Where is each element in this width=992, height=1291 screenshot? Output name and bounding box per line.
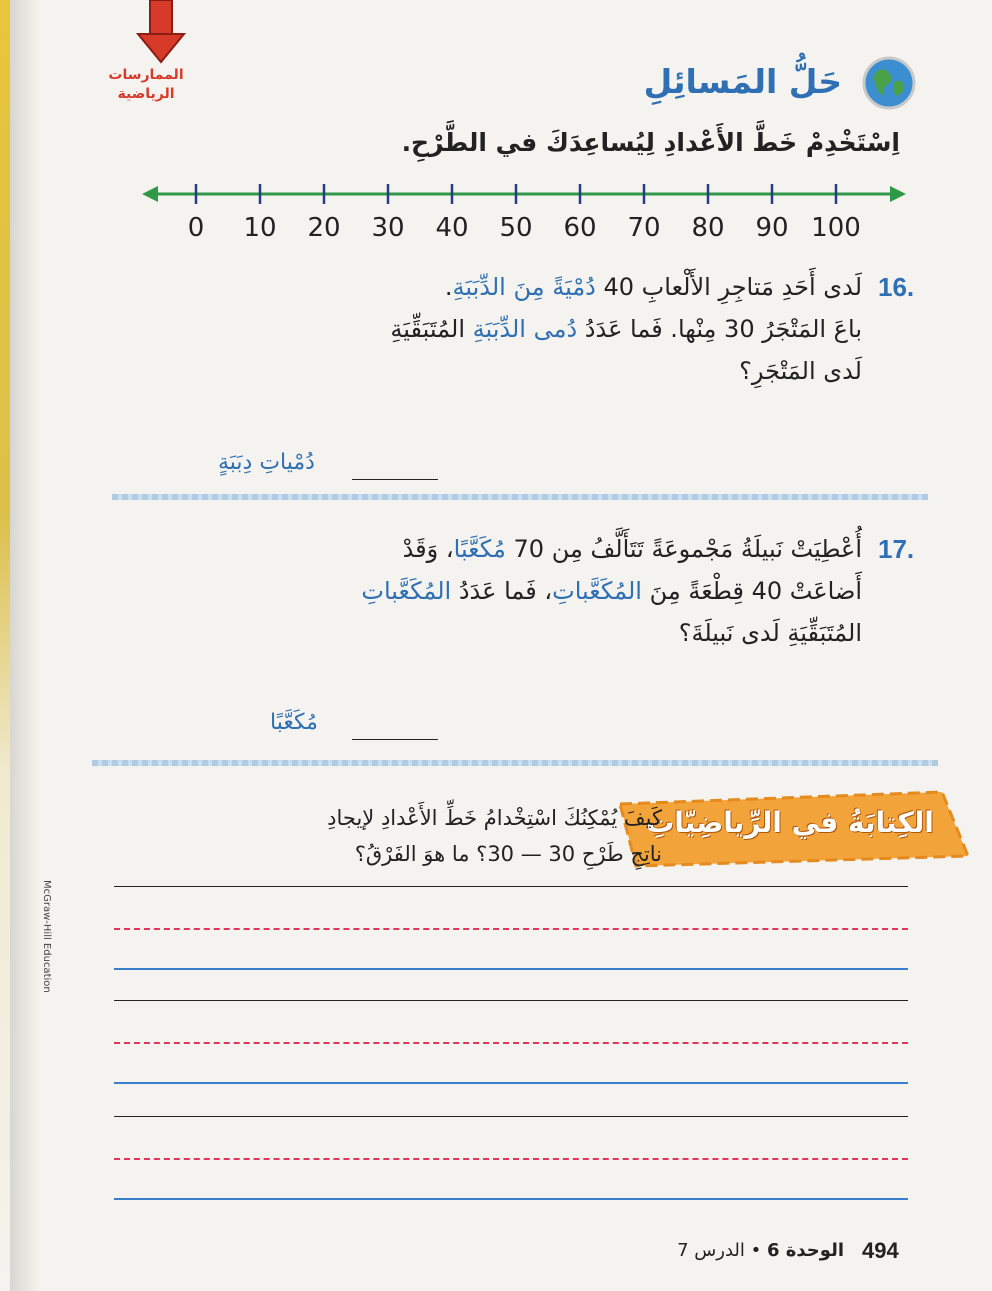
problem-17-line3: المُتَبَقِّيَةِ لَدى نَبيلَةَ؟ [678,619,862,647]
problem-17-line2: أَضاعَتْ 40 قِطْعَةً مِنَ المُكَعَّباتِ، فَما عَدَدُ المُكَعَّباتِ [361,577,862,605]
number-line-label: 70 [627,213,661,243]
writing-question [102,800,662,872]
problem-16-line1: لَدى أَحَدِ مَتاجِرِ الأَلْعابِ 40 دُمْيَةً مِنَ الدِّبَبَةِ. [444,273,862,301]
writing-line-top[interactable] [114,1116,908,1117]
section-divider [112,494,928,500]
problem-17-text [272,528,862,654]
problem-16-answer-blank[interactable] [352,478,438,480]
writing-line-base[interactable] [114,1082,908,1084]
writing-question-line1: كَيفَ يُمْكِنُكَ اسْتِخْدامُ خَطِّ الأَعْدادِ لإيجادِ [327,806,662,830]
number-line-label: 60 [563,213,597,243]
problem-17-answer-unit: مُكَعَّبًا [270,710,318,735]
number-line-label: 40 [435,213,469,243]
math-practices-label [96,66,196,104]
problem-16-answer-unit: دُمْياتِ دِبَبَةٍ [218,450,315,475]
writing-line-top[interactable] [114,1000,908,1001]
problem-16-line3: لَدى المَتْجَرِ؟ [739,357,862,385]
section-title: حَلُّ المَسائِلِ [643,62,842,101]
number-line-label: 30 [371,213,405,243]
section-divider [92,760,938,766]
writing-question-line2: ناتِجِ طَرْحِ 30 — 30؟ ما هوَ الفَرْقُ؟ [354,842,662,866]
writing-line-base[interactable] [114,968,908,970]
problem-17-number: 17. [878,534,915,564]
number-line-label: 10 [243,213,277,243]
instruction-text: اِسْتَخْدِمْ خَطَّ الأَعْدادِ لِيُساعِدَكَ في الطَّرْحِ. [401,128,900,157]
number-line-label: 50 [499,213,533,243]
globe-icon [862,56,916,110]
page-edge-strip [0,0,10,1291]
writing-line-top[interactable] [114,886,908,887]
practices-label-line2: الرياضية [117,86,175,102]
problem-17-line1: أُعْطِيَتْ نَبيلَةُ مَجْموعَةً تَتَأَلَّفُ مِن 70 مُكَعَّبًا، وَقَدْ [402,535,862,563]
problem-16-line2: باعَ المَتْجَرُ 30 مِنْها. فَما عَدَدُ دُمى الدِّبَبَةِ المُتَبَقِّيَةِ [390,315,862,343]
side-credit: McGraw-Hill Education [41,880,52,993]
writing-line-mid [114,1042,908,1044]
writing-badge-label: الكِتابَةُ في الرِّياضِيّاتِ [646,806,934,839]
writing-line-mid [114,928,908,930]
writing-line-base[interactable] [114,1198,908,1200]
right-arrow-icon [890,186,906,202]
page-gutter-shadow [10,0,40,1291]
writing-line-mid [114,1158,908,1160]
number-line [140,172,910,252]
left-arrow-icon [142,186,158,202]
practices-label-line1: الممارسات [108,67,184,83]
problem-16-text [302,266,862,392]
red-arrow-down-icon [136,0,186,64]
page-number: 494 [862,1238,899,1263]
number-line-label: 0 [187,213,205,243]
footer-unit-lesson: الوحدة 6 • الدرس 7 [677,1240,844,1261]
number-line-label: 20 [307,213,341,243]
problem-17-answer-blank[interactable] [352,738,438,740]
number-line-label: 90 [755,213,789,243]
number-line-label: 80 [691,213,725,243]
number-line-label: 100 [811,213,861,243]
problem-16-number: 16. [878,272,915,302]
